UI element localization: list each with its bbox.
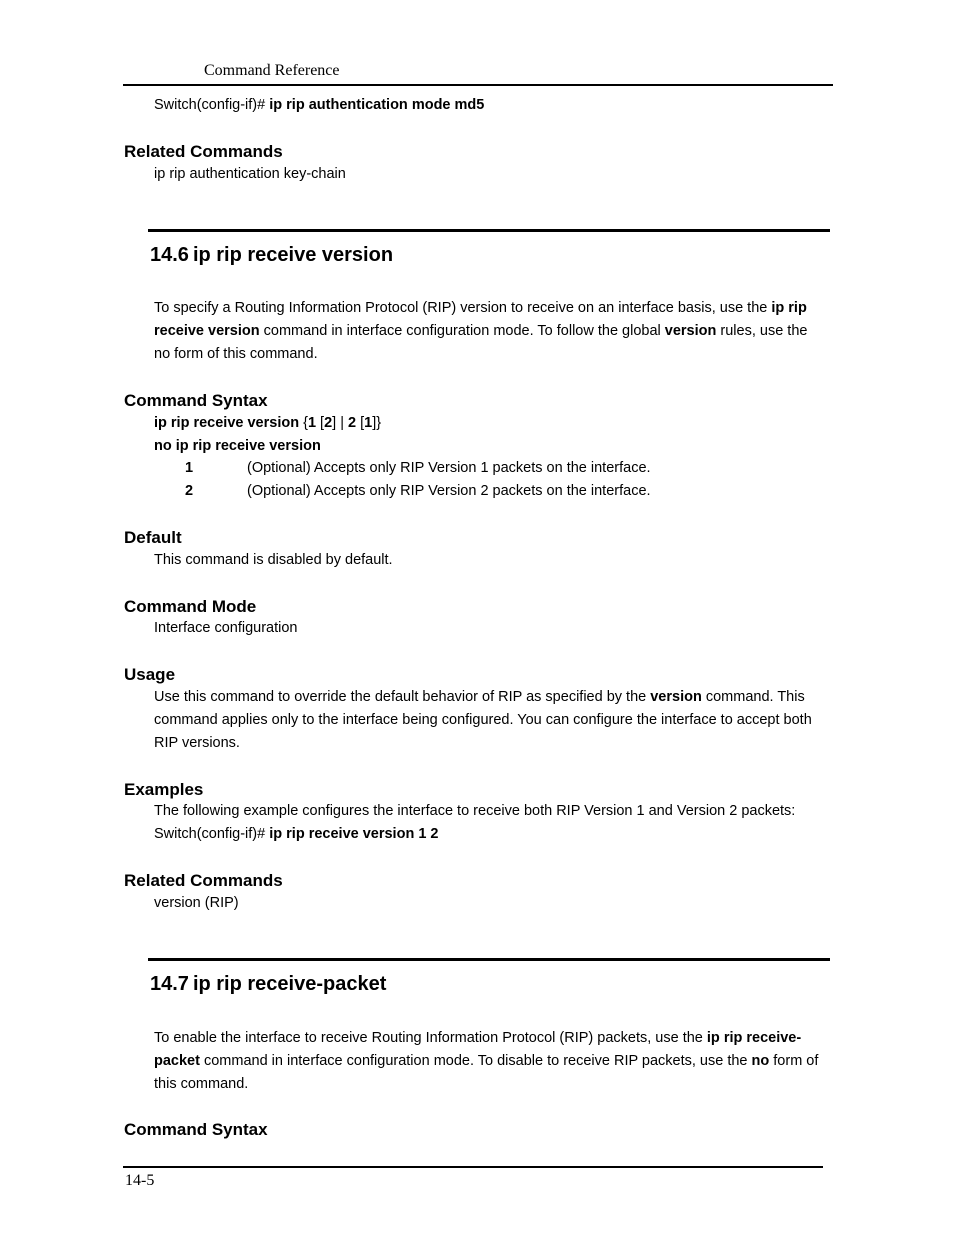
section-rule — [148, 958, 830, 961]
usage-keyword: version — [650, 689, 702, 705]
intro-text: rules, use the no form of this command. — [154, 323, 808, 362]
param-desc: (Optional) Accepts only RIP Version 2 packets on the interface. — [247, 483, 651, 499]
usage-heading: Usage — [124, 665, 176, 684]
header-rule — [123, 84, 833, 86]
page-number: 14-5 — [125, 1172, 155, 1189]
intro-keyword: no — [751, 1053, 770, 1069]
param-key — [185, 457, 193, 480]
section-title-14-7 — [150, 973, 386, 996]
related-command-item: ip rip authentication key-chain — [154, 166, 346, 182]
usage-part: command. This command applies only to the interface being configured. You can configure the interface to accept both RIP versions. — [154, 689, 812, 751]
command-mode-text: Interface configuration — [154, 620, 298, 636]
intro-text: command in interface configuration mode. To disable to receive RIP packets, use the — [199, 1053, 752, 1069]
syntax-command: ip rip receive version — [154, 415, 300, 431]
intro-text: To enable the interface to receive Routing Information Protocol (RIP) packets, use the — [154, 1030, 707, 1046]
usage-part: Use this command to override the default behavior of RIP as specified by the — [154, 689, 651, 705]
section-intro — [154, 297, 826, 366]
intro-text: To specify a Routing Information Protocol (RIP) version to receive on an interface basis, use the — [154, 300, 772, 316]
intro-keyword: version — [664, 323, 717, 339]
param-key — [185, 480, 193, 503]
example-command: ip rip authentication mode md5 — [269, 97, 485, 113]
intro-command: ip rip receive-packet — [154, 1030, 802, 1069]
syntax-punct: ]} — [372, 415, 382, 431]
running-header: Command Reference — [204, 62, 340, 79]
syntax-arg: 1 — [307, 415, 317, 431]
syntax-no-line — [154, 435, 321, 458]
example-prompt: Switch(config-if)# — [154, 826, 266, 842]
section-name: ip rip receive version — [192, 244, 394, 266]
command-mode-heading: Command Mode — [124, 597, 257, 616]
section-title-14-6 — [150, 244, 393, 267]
param-desc: (Optional) Accepts only RIP Version 1 packets on the interface. — [247, 460, 651, 476]
section-name: ip rip receive-packet — [192, 973, 387, 995]
command-syntax-heading: Command Syntax — [124, 391, 268, 410]
param-key-text: 2 — [185, 483, 194, 499]
examples-text: The following example configures the interface to receive both RIP Version 1 and Version 2 packets: — [154, 803, 796, 819]
section-number: 14.6 — [150, 244, 189, 266]
related-commands-heading: Related Commands — [124, 142, 283, 161]
example-line — [154, 94, 484, 117]
syntax-no-command: no ip rip receive version — [154, 438, 321, 454]
section-number: 14.7 — [150, 973, 189, 995]
section-rule — [148, 229, 830, 232]
syntax-punct: [ — [356, 415, 365, 431]
usage-text — [154, 686, 826, 755]
command-syntax-heading: Command Syntax — [124, 1120, 268, 1139]
syntax-arg: 2 — [324, 415, 333, 431]
related-command-item: version (RIP) — [154, 895, 239, 911]
example-command: ip rip receive version 1 2 — [269, 826, 439, 842]
intro-command: ip rip receive version — [154, 300, 807, 339]
param-key-text: 1 — [185, 460, 194, 476]
syntax-arg: 2 — [348, 415, 357, 431]
syntax-arg: 1 — [364, 415, 373, 431]
syntax-line — [154, 412, 381, 435]
example-prompt: Switch(config-if)# — [154, 97, 266, 113]
syntax-punct: [ — [316, 415, 325, 431]
syntax-punct: { — [299, 415, 308, 431]
related-commands-heading: Related Commands — [124, 871, 283, 890]
example-line — [154, 823, 439, 846]
footer-rule — [123, 1166, 823, 1168]
default-text: This command is disabled by default. — [154, 552, 393, 568]
intro-text: form of this command. — [154, 1053, 819, 1092]
intro-text: command in interface configuration mode. To follow the global — [259, 323, 665, 339]
syntax-punct: ] | — [332, 415, 349, 431]
section-intro — [154, 1027, 826, 1096]
default-heading: Default — [124, 528, 182, 547]
examples-heading: Examples — [124, 780, 204, 799]
